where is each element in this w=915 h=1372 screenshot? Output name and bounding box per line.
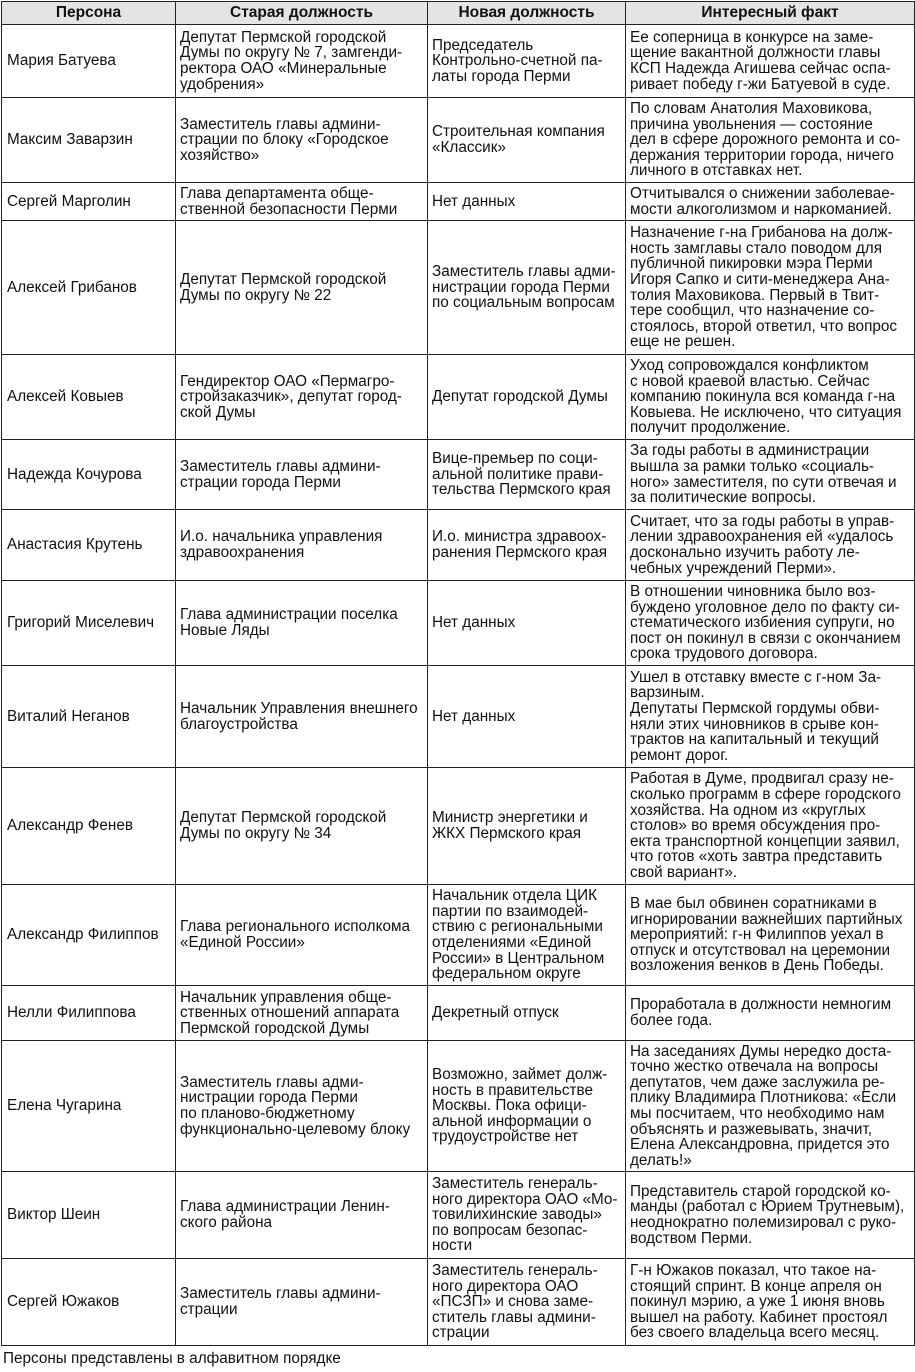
old-position-cell: Заместитель главы админи- страции по блоку «Городское хозяйство» — [176, 98, 428, 183]
new-position-cell: Вице-премьер по соци- альной политике прави- тельства Пермского края — [428, 440, 626, 510]
footnote: Персоны представлены в алфавитном порядке — [3, 1350, 341, 1367]
new-position-cell: Нет данных — [428, 183, 626, 221]
fact-cell: Уход сопровождался конфликтом с новой краевой властью. Сейчас компанию покинула вся команда г-на Ковыева. Не исключено, что ситуация получит продолжение. — [626, 355, 915, 440]
old-position-cell: Глава администрации Ленин- ского района — [176, 1172, 428, 1259]
new-position-cell: Строительная компания «Классик» — [428, 98, 626, 183]
old-position-cell: Глава департамента обще- ственной безопасности Перми — [176, 183, 428, 221]
new-position-cell: Нет данных — [428, 666, 626, 768]
persona-cell: Алексей Грибанов — [2, 221, 176, 355]
fact-cell: Ушел в отставку вместе с г-ном За- варзиным. Депутаты Пермской гордумы обви- няли этих чиновников в срыве кон- трактов на капитальный и текущий ремонт дорог. — [626, 666, 915, 768]
new-position-cell: Заместитель главы адми- нистрации города Перми по социальным вопросам — [428, 221, 626, 355]
old-position-cell: Депутат Пермской городской Думы по округу № 7, замгенди- ректора ОАО «Минеральные удобрения» — [176, 25, 428, 98]
table-row — [2, 221, 915, 355]
old-position-cell: Глава регионального исполкома «Единой России» — [176, 885, 428, 986]
persona-cell: Виталий Неганов — [2, 666, 176, 768]
table-row — [2, 25, 915, 98]
new-position-cell: Заместитель генераль- ного директора ОАО «Мо- товилихинские заводы» по вопросам безопас- ности — [428, 1172, 626, 1259]
new-position-cell: Нет данных — [428, 581, 626, 666]
table-row — [2, 1259, 915, 1346]
old-position-cell: Гендиректор ОАО «Пермагро- стройзаказчик», депутат город- ской Думы — [176, 355, 428, 440]
old-position-cell: Начальник управления обще- ственных отношений аппарата Пермской городской Думы — [176, 986, 428, 1041]
persona-cell: Александр Филиппов — [2, 885, 176, 986]
fact-cell: В мае был обвинен соратниками в игнорировании важнейших партийных мероприятий: г-н Филиппов уехал в отпуск и отсутствовал на церемонии возложения венков в День Победы. — [626, 885, 915, 986]
header-row — [2, 2, 915, 25]
table-row — [2, 1041, 915, 1172]
fact-cell: Г-н Южаков показал, что такое на- стоящий спринт. В конце апреля он покинул мэрию, а уже 1 июня вновь вышел на работу. Кабинет простоял без своего владельца всего месяц. — [626, 1259, 915, 1346]
new-position-cell: Возможно, займет долж- ность в правительстве Москвы. Пока офици- альной информации о трудоустройстве нет — [428, 1041, 626, 1172]
table-row — [2, 1172, 915, 1259]
header-old-position: Старая должность — [176, 2, 428, 25]
old-position-cell: Заместитель главы админи- страции города Перми — [176, 440, 428, 510]
header-persona: Персона — [2, 2, 176, 25]
old-position-cell: Заместитель главы админи- страции — [176, 1259, 428, 1346]
persona-cell: Нелли Филиппова — [2, 986, 176, 1041]
fact-cell: За годы работы в администрации вышла за рамки только «социаль- ного» заместителя, по сути отвечая и за политические вопросы. — [626, 440, 915, 510]
persona-cell: Анастасия Крутень — [2, 510, 176, 581]
new-position-cell: Начальник отдела ЦИК партии по взаимодей- ствию с региональными отделениями «Единой России» в Центральном федеральном округе — [428, 885, 626, 986]
table-row — [2, 440, 915, 510]
old-position-cell: И.о. начальника управления здравоохранения — [176, 510, 428, 581]
fact-cell: Назначение г-на Грибанова на долж- ность замглавы стало поводом для публичной пикировки мэра Перми Игоря Сапко и сити-менеджера Ана- толия Маховикова. Первый в Твит- тере сообщил, что назначение со- стоялось, второй ответил, что вопрос еще не решен. — [626, 221, 915, 355]
persona-cell: Максим Заварзин — [2, 98, 176, 183]
persona-cell: Сергей Марголин — [2, 183, 176, 221]
old-position-cell: Заместитель главы адми- нистрации города Перми по планово-бюджетному функционально-целевому блоку — [176, 1041, 428, 1172]
persona-cell: Елена Чугарина — [2, 1041, 176, 1172]
table-row — [2, 98, 915, 183]
fact-cell: Считает, что за годы работы в управ- лении здравоохранения ей «удалось досконально изучить работу ле- чебных учреждений Перми». — [626, 510, 915, 581]
persona-cell: Алексей Ковыев — [2, 355, 176, 440]
table-row — [2, 581, 915, 666]
persona-cell: Сергей Южаков — [2, 1259, 176, 1346]
table-row — [2, 510, 915, 581]
old-position-cell: Начальник Управления внешнего благоустройства — [176, 666, 428, 768]
personnel-table — [1, 1, 915, 1346]
fact-cell: На заседаниях Думы нередко доста- точно жестко отвечала на вопросы депутатов, чем даже заслужила ре- плику Владимира Плотникова: «Если мы посчитаем, что необходимо нам объяснять и разжевывать, значит, Елена Александровна, придется это делать!» — [626, 1041, 915, 1172]
header-new-position: Новая должность — [428, 2, 626, 25]
new-position-cell: Председатель Контрольно-счетной па- латы города Перми — [428, 25, 626, 98]
new-position-cell: И.о. министра здравоох- ранения Пермского края — [428, 510, 626, 581]
new-position-cell: Министр энергетики и ЖКХ Пермского края — [428, 768, 626, 885]
new-position-cell: Депутат городской Думы — [428, 355, 626, 440]
header-interesting-fact: Интересный факт — [626, 2, 915, 25]
fact-cell: Проработала в должности немногим более года. — [626, 986, 915, 1041]
table-row — [2, 355, 915, 440]
old-position-cell: Глава администрации поселка Новые Ляды — [176, 581, 428, 666]
persona-cell: Надежда Кочурова — [2, 440, 176, 510]
fact-cell: По словам Анатолия Маховикова, причина увольнения — состояние дел в сфере дорожного ремонта и со- держания территории города, ничего личного в отставках нет. — [626, 98, 915, 183]
table-row — [2, 183, 915, 221]
persona-cell: Мария Батуева — [2, 25, 176, 98]
fact-cell: Ее соперница в конкурсе на заме- щение вакантной должности главы КСП Надежда Агишева сейчас оспа- ривает победу г-жи Батуевой в суде. — [626, 25, 915, 98]
fact-cell: Отчитывался о снижении заболевае- мости алкоголизмом и наркоманией. — [626, 183, 915, 221]
persona-cell: Григорий Миселевич — [2, 581, 176, 666]
fact-cell: Работая в Думе, продвигал сразу не- сколько программ в сфере городского хозяйства. На одном из «круглых столов» во время обсуждения про- екта транспортной концепции заявил, что готов «хоть завтра представить свой вариант». — [626, 768, 915, 885]
new-position-cell: Заместитель генераль- ного директора ОАО «ПСЗП» и снова заме- ститель главы админи- страции — [428, 1259, 626, 1346]
old-position-cell: Депутат Пермской городской Думы по округу № 34 — [176, 768, 428, 885]
persona-cell: Виктор Шеин — [2, 1172, 176, 1259]
persona-cell: Александр Фенев — [2, 768, 176, 885]
table-row — [2, 986, 915, 1041]
new-position-cell: Декретный отпуск — [428, 986, 626, 1041]
table-row — [2, 666, 915, 768]
old-position-cell: Депутат Пермской городской Думы по округу № 22 — [176, 221, 428, 355]
table-row — [2, 885, 915, 986]
fact-cell: Представитель старой городской ко- манды (работал с Юрием Трутневым), неоднократно полемизировал с руко- водством Перми. — [626, 1172, 915, 1259]
fact-cell: В отношении чиновника было воз- буждено уголовное дело по факту си- стематического избиения супруги, но пост он покинул в связи с окончанием срока трудового договора. — [626, 581, 915, 666]
table-row — [2, 768, 915, 885]
